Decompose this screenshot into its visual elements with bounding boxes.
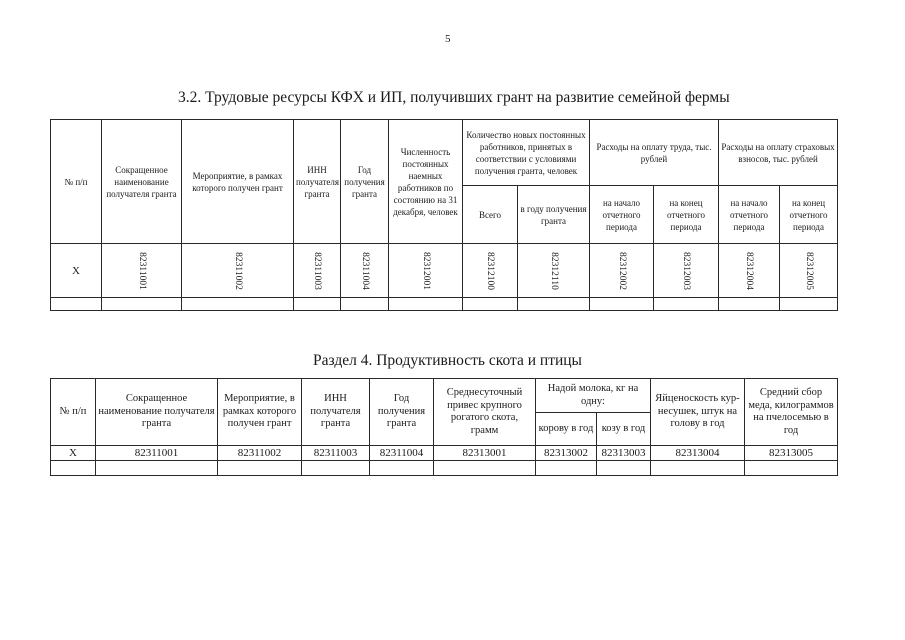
header-honey: Средний сбор меда, килограммов на пчелосемью в год	[745, 379, 838, 446]
table-row	[51, 244, 838, 298]
header-num: № п/п	[51, 379, 96, 446]
code-cell: 82312100	[463, 244, 518, 298]
code-cell: 82312004	[719, 244, 780, 298]
header-inn: ИНН получателя гранта	[302, 379, 370, 446]
table-row-empty	[51, 461, 838, 476]
header-milk: Надой молока, кг на одну:	[536, 379, 651, 413]
table-row-empty	[51, 298, 838, 311]
header-ins-start: на начало отчетного периода	[719, 186, 780, 244]
code-cell: 82311004	[341, 244, 389, 298]
header-staff: Численность постоянных наемных работников по состоянию на 31 декабря, человек	[389, 120, 463, 244]
labor-resources-table	[50, 119, 838, 311]
header-eggs: Яйценоскость кур-несушек, штук на голову в год	[651, 379, 745, 446]
code-cell: 82313002	[536, 446, 597, 461]
header-recipient: Сокращенное наименование получателя гранта	[102, 120, 182, 244]
code-cell: 82311003	[294, 244, 341, 298]
row-marker: Х	[51, 446, 96, 461]
code-cell: 82312110	[518, 244, 590, 298]
header-milk-cow: корову в год	[536, 413, 597, 446]
header-wages-end: на конец отчетного периода	[654, 186, 719, 244]
header-event: Мероприятие, в рамках которого получен грант	[218, 379, 302, 446]
code-cell: 82311003	[302, 446, 370, 461]
code-cell: 82313004	[651, 446, 745, 461]
row-marker: Х	[51, 244, 102, 298]
code-cell: 82313001	[434, 446, 536, 461]
header-ins-end: на конец отчетного периода	[780, 186, 838, 244]
header-event: Мероприятие, в рамках которого получен грант	[182, 120, 294, 244]
header-new-workers: Количество новых постоянных работников, принятых в соответствии с условиями получения гранта, человек	[463, 120, 590, 186]
code-cell: 82311004	[370, 446, 434, 461]
header-wages-start: на начало отчетного периода	[590, 186, 654, 244]
section-title-labor: 3.2. Трудовые ресурсы КФХ и ИП, получивших грант на развитие семейной фермы	[178, 89, 730, 106]
code-cell: 82312002	[590, 244, 654, 298]
code-cell: 82313003	[597, 446, 651, 461]
code-cell: 82312001	[389, 244, 463, 298]
header-year: Год получения гранта	[341, 120, 389, 244]
header-year: Год получения гранта	[370, 379, 434, 446]
code-cell: 82311002	[182, 244, 294, 298]
code-cell: 82313005	[745, 446, 838, 461]
header-milk-goat: козу в год	[597, 413, 651, 446]
table-row	[51, 446, 838, 461]
header-gain: Среднесуточный привес крупного рогатого скота, грамм	[434, 379, 536, 446]
code-cell: 82312005	[780, 244, 838, 298]
header-recipient: Сокращенное наименование получателя гранта	[96, 379, 218, 446]
header-insurance: Расходы на оплату страховых взносов, тыс. рублей	[719, 120, 838, 186]
header-inn: ИНН получателя гранта	[294, 120, 341, 244]
code-cell: 82311001	[102, 244, 182, 298]
header-num: № п/п	[51, 120, 102, 244]
header-new-total: Всего	[463, 186, 518, 244]
header-new-year: в году получения гранта	[518, 186, 590, 244]
page-number: 5	[445, 33, 451, 45]
code-cell: 82312003	[654, 244, 719, 298]
code-cell: 82311001	[96, 446, 218, 461]
header-wages: Расходы на оплату труда, тыс. рублей	[590, 120, 719, 186]
code-cell: 82311002	[218, 446, 302, 461]
productivity-table	[50, 378, 838, 476]
section-title-productivity: Раздел 4. Продуктивность скота и птицы	[313, 352, 582, 369]
